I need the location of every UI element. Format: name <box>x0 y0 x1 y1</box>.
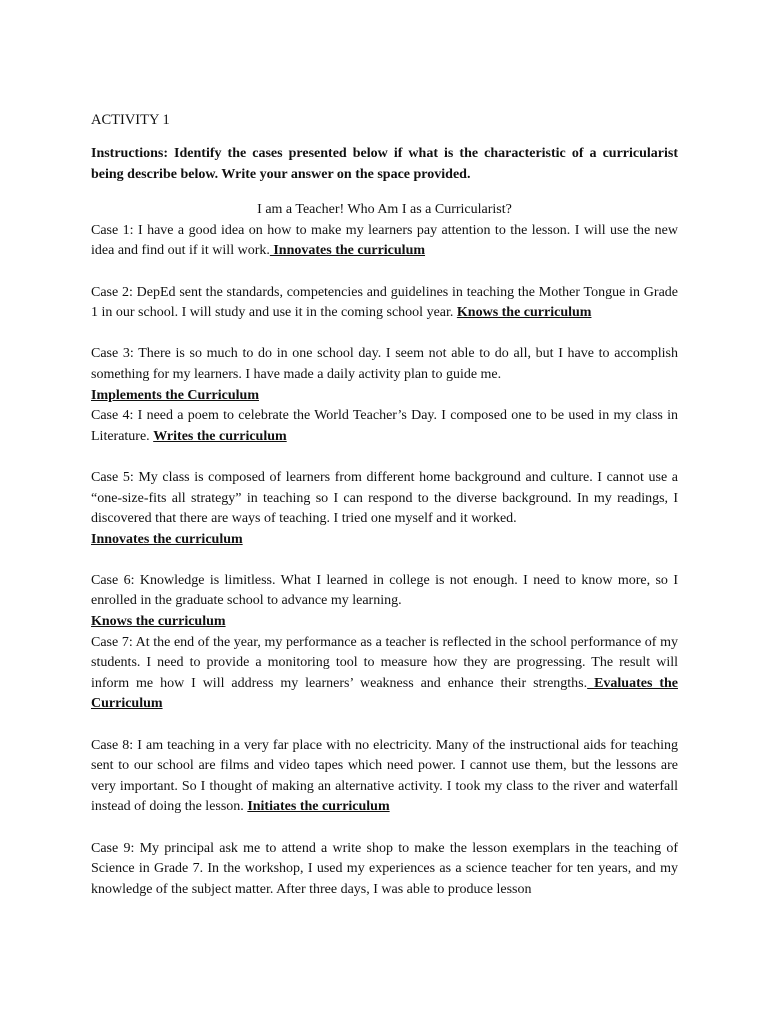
case-7-answer: Evaluates the Curriculum <box>91 675 678 712</box>
case-7-text: Case 7: At the end of the year, my performance as a teacher is reflected in the school performance of my students. I need to provide a monitoring tool to measure how they are progressing. The result will inform me how I will address my learners’ weakness and enhance their strengths. <box>91 634 678 691</box>
case-1-answer: Innovates the curriculum <box>269 243 426 259</box>
case-5-text: Case 5: My class is composed of learners from different home background and culture. I cannot use a “one-size-fits all strategy” in teaching so I can respond to the diverse background. In my readings, I discovered that there are ways of teaching. I tried one myself and it worked. <box>91 469 678 527</box>
case-8-text: Case 8: I am teaching in a very far place with no electricity. Many of the instructional aids for teaching sent to our school are films and video tapes which need power. I cannot use them, but the lessons are very important. So I thought of making an alternative activity. I took my class to the river and waterfall instead of doing the lesson. <box>91 737 678 815</box>
case-5-answer: Innovates the curriculum <box>91 531 243 547</box>
subtitle: I am a Teacher! Who Am I as a Curricularist? <box>257 202 512 218</box>
instructions: Instructions: Identify the cases presented below if what is the characteristic of a curricularist being describe below. Write your answer on the space provided. <box>91 146 678 182</box>
case-4-text: Case 4: I need a poem to celebrate the World Teacher’s Day. I composed one to be used in my class in Literature. <box>91 408 678 444</box>
case-5 <box>91 468 678 530</box>
case-2-text: Case 2: DepEd sent the standards, competencies and guidelines in teaching the Mother Tongue in Grade 1 in our school. I will study and use it in the coming school year. <box>91 284 678 321</box>
case-7 <box>91 633 678 715</box>
case-8-answer: Initiates the curriculum <box>247 799 390 815</box>
case-4 <box>91 406 678 447</box>
case-4-answer: Writes the curriculum <box>153 428 287 444</box>
case-9-text: Case 9: My principal ask me to attend a write shop to make the lesson exemplars in the teaching of Science in Grade 7. In the workshop, I used my experiences as a science teacher for ten years, and my knowledge of the subject matter. After three days, I was able to produce lesson <box>91 840 678 897</box>
case-3-answer: Implements the Curriculum <box>91 387 259 403</box>
case-9 <box>91 839 678 901</box>
case-6 <box>91 571 678 612</box>
case-1 <box>91 221 678 262</box>
activity-title: ACTIVITY 1 <box>91 112 170 128</box>
case-1-text: Case 1: I have a good idea on how to make my learners pay attention to the lesson. I will use the new idea and find out if it will work. <box>91 222 678 259</box>
case-3-text: Case 3: There is so much to do in one school day. I seem not able to do all, but I have to accomplish something for my learners. I have made a daily activity plan to guide me. <box>91 346 678 382</box>
case-6-answer: Knows the curriculum <box>91 614 226 630</box>
case-2-answer: Knows the curriculum <box>456 305 592 321</box>
case-2 <box>91 283 678 324</box>
case-3 <box>91 344 678 385</box>
case-8 <box>91 736 678 818</box>
case-6-text: Case 6: Knowledge is limitless. What I learned in college is not enough. I need to know more, so I enrolled in the graduate school to advance my learning. <box>91 572 678 609</box>
